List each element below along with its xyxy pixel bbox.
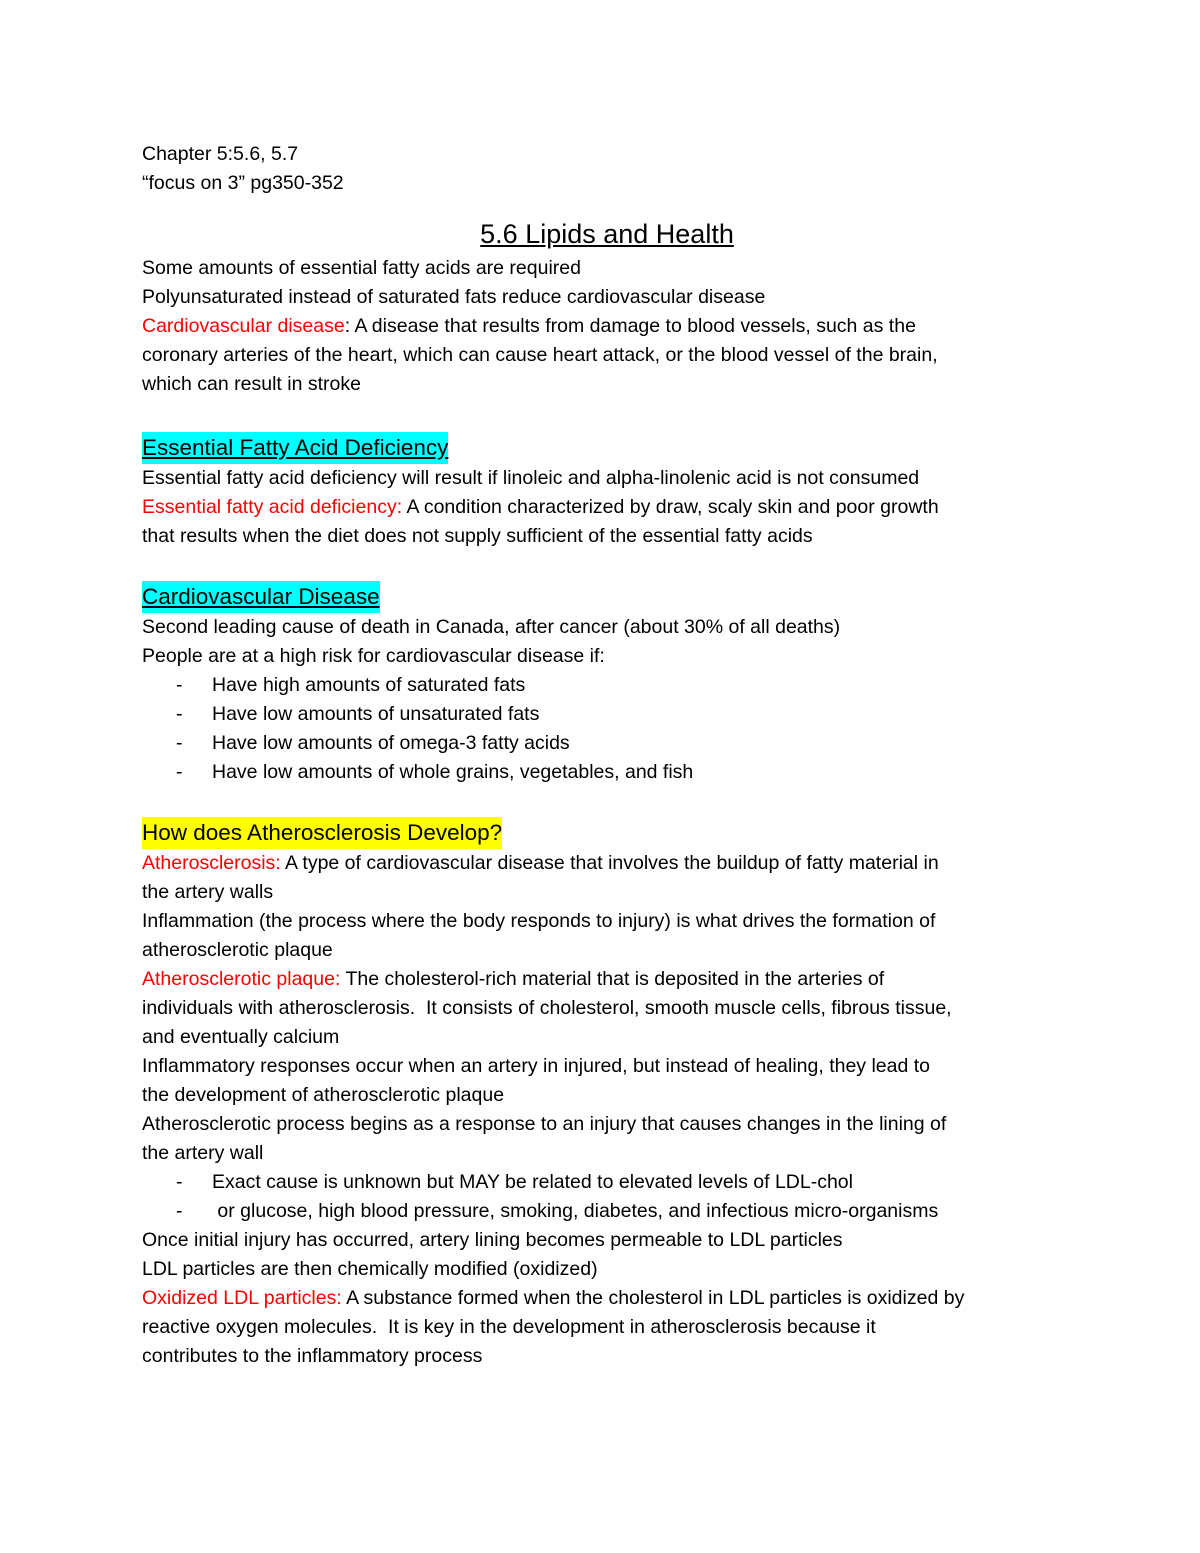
list-item: [142, 1168, 1072, 1197]
spacer: [142, 787, 1072, 817]
definition-efad: [142, 493, 1072, 522]
heading-efad-wrap: [142, 432, 1072, 464]
dash-marker: -: [176, 1200, 183, 1222]
definition-plaque: [142, 965, 1072, 994]
definition-text: and eventually calcium: [142, 1026, 340, 1048]
paragraph: the artery wall: [142, 1142, 264, 1164]
definition-text: A substance formed when the cholesterol in LDL particles is oxidized by: [341, 1287, 965, 1309]
list-item: [142, 1197, 1072, 1226]
paragraph: Second leading cause of death in Canada, after cancer (about 30% of all deaths): [142, 616, 841, 638]
dash-marker: -: [176, 674, 183, 696]
title-wrap: [142, 216, 1072, 252]
paragraph: Essential fatty acid deficiency will result if linoleic and alpha-linolenic acid is not consumed: [142, 467, 920, 489]
document-body: [142, 140, 1072, 1371]
paragraph: the development of atherosclerotic plaque: [142, 1084, 505, 1106]
definition-cardiovascular: [142, 312, 1072, 341]
list-item-text: Exact cause is unknown but MAY be related to elevated levels of LDL-chol: [212, 1171, 853, 1193]
list-item-text: Have low amounts of omega-3 fatty acids: [212, 732, 570, 754]
definition-text: that results when the diet does not supply sufficient of the essential fatty acids: [142, 525, 813, 547]
spacer: [142, 399, 1072, 432]
definition-text: A type of cardiovascular disease that involves the buildup of fatty material in: [280, 852, 939, 874]
definition-term: Atherosclerotic plaque:: [142, 968, 341, 990]
chapter-line: Chapter 5:5.6, 5.7: [142, 143, 299, 165]
section-heading-cardiovascular-disease: Cardiovascular Disease: [142, 581, 380, 613]
heading-cvd-wrap: [142, 581, 1072, 613]
paragraph: Atherosclerotic process begins as a response to an injury that causes changes in the lining of: [142, 1113, 947, 1135]
list-item: [142, 729, 1072, 758]
dash-marker: -: [176, 732, 183, 754]
definition-text: coronary arteries of the heart, which can cause heart attack, or the blood vessel of the brain,: [142, 344, 938, 366]
list-item-text: Have low amounts of whole grains, vegetables, and fish: [212, 761, 694, 783]
definition-text: individuals with atherosclerosis. It consists of cholesterol, smooth muscle cells, fibrous tissue,: [142, 997, 952, 1019]
heading-athero-wrap: [142, 817, 1072, 849]
spacer: [142, 551, 1072, 581]
paragraph: Polyunsaturated instead of saturated fats reduce cardiovascular disease: [142, 286, 766, 308]
dash-marker: -: [176, 761, 183, 783]
definition-text: which can result in stroke: [142, 373, 361, 395]
definition-term: Essential fatty acid deficiency:: [142, 496, 403, 518]
paragraph: Once initial injury has occurred, artery lining becomes permeable to LDL particles: [142, 1229, 843, 1251]
paragraph: Inflammation (the process where the body responds to injury) is what drives the formation of: [142, 910, 936, 932]
paragraph: People are at a high risk for cardiovascular disease if:: [142, 645, 605, 667]
paragraph: Some amounts of essential fatty acids are required: [142, 257, 581, 279]
definition-term: Oxidized LDL particles:: [142, 1287, 342, 1309]
focus-line: “focus on 3” pg350-352: [142, 172, 344, 194]
section-heading-atherosclerosis: How does Atherosclerosis Develop?: [142, 817, 502, 849]
list-item: [142, 758, 1072, 787]
definition-text: reactive oxygen molecules. It is key in the development in atherosclerosis because it: [142, 1316, 876, 1338]
paragraph: Inflammatory responses occur when an artery in injured, but instead of healing, they lead to: [142, 1055, 931, 1077]
definition-text: A condition characterized by draw, scaly skin and poor growth: [402, 496, 939, 518]
list-item-text: Have low amounts of unsaturated fats: [212, 703, 540, 725]
list-item: [142, 671, 1072, 700]
definition-text: the artery walls: [142, 881, 274, 903]
definition-term: Atherosclerosis:: [142, 852, 281, 874]
list-item: [142, 700, 1072, 729]
definition-text: contributes to the inflammatory process: [142, 1345, 483, 1367]
list-item-text: or glucose, high blood pressure, smoking, diabetes, and infectious micro-organisms: [212, 1200, 939, 1222]
section-heading-essential-fatty-acid-deficiency: Essential Fatty Acid Deficiency: [142, 432, 448, 464]
definition-text: : A disease that results from damage to blood vessels, such as the: [344, 315, 916, 337]
paragraph: atherosclerotic plaque: [142, 939, 333, 961]
list-item-text: Have high amounts of saturated fats: [212, 674, 526, 696]
definition-atherosclerosis: [142, 849, 1072, 878]
definition-term: Cardiovascular disease: [142, 315, 345, 337]
page-title: 5.6 Lipids and Health: [480, 219, 734, 249]
paragraph: LDL particles are then chemically modified (oxidized): [142, 1258, 598, 1280]
dash-marker: -: [176, 1171, 183, 1193]
definition-oxidized-ldl: [142, 1284, 1072, 1313]
dash-marker: -: [176, 703, 183, 725]
definition-text: The cholesterol-rich material that is deposited in the arteries of: [340, 968, 885, 990]
